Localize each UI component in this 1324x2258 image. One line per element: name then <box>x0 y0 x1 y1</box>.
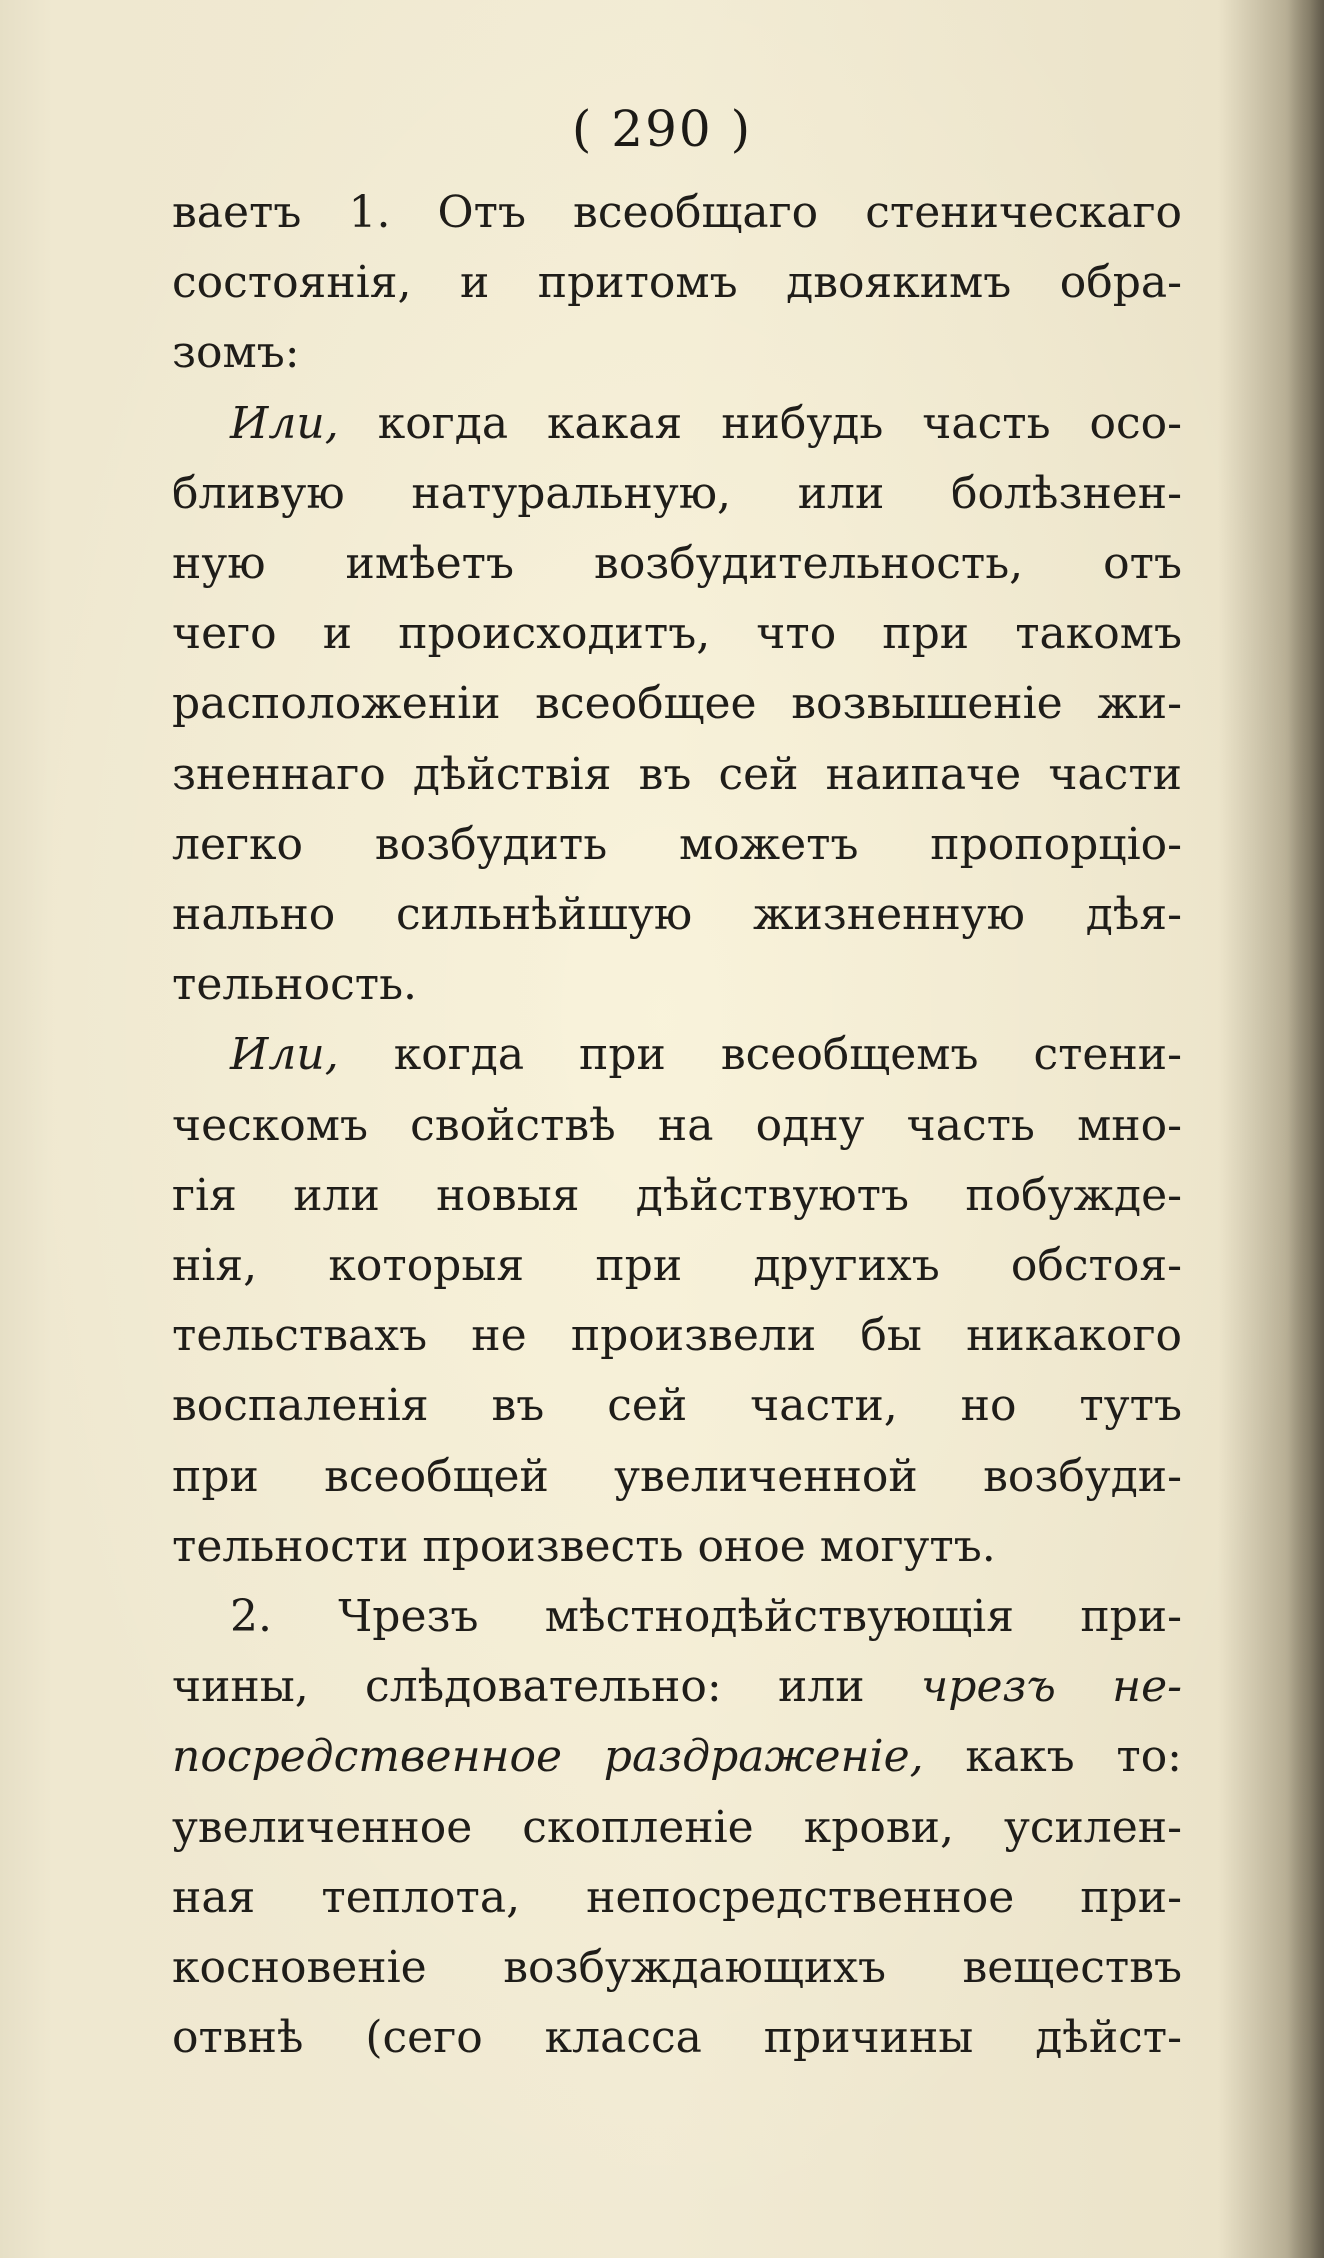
text-line <box>172 1652 1182 1722</box>
text-line <box>172 669 1182 739</box>
text-line <box>172 1442 1182 1512</box>
line-text: легко возбудить можетъ пропорціо- <box>172 818 1182 870</box>
line-text: ная теплота, непосредственное при- <box>172 1871 1182 1923</box>
line-text: гія или новыя дѣйствуютъ побужде- <box>172 1169 1182 1221</box>
text-line <box>172 459 1182 529</box>
line-text: ную имѣетъ возбудительность, отъ <box>172 538 1182 590</box>
text-line <box>172 318 1182 388</box>
text-line <box>172 740 1182 810</box>
page-edge-shadow <box>1288 0 1324 2258</box>
line-text: тельности произвесть оное могутъ. <box>172 1520 996 1572</box>
text-line <box>172 529 1182 599</box>
text-line <box>172 1091 1182 1161</box>
text-line <box>172 1582 1182 1652</box>
line-text: отвнѣ (сего класса причины дѣйст- <box>172 2012 1182 2064</box>
line-text: тельствахъ не произвели бы никакого <box>172 1310 1182 1362</box>
text-line <box>172 2003 1182 2073</box>
text-line <box>172 1161 1182 1231</box>
text-line <box>172 1371 1182 1441</box>
italic-text: посредственное раздраженіе, <box>172 1731 924 1783</box>
text-line <box>172 178 1182 248</box>
text-line <box>172 1231 1182 1301</box>
line-text: косновеніе возбуждающихъ веществъ <box>172 1942 1182 1994</box>
text-line <box>172 1933 1182 2003</box>
line-text: нально сильнѣйшую жизненную дѣя- <box>172 889 1182 941</box>
text-line <box>172 950 1182 1020</box>
italic-text: Или, <box>230 397 339 449</box>
page-body-text <box>172 178 1182 2073</box>
italic-text: Или, <box>230 1029 339 1081</box>
line-text: воспаленія въ сей части, но тутъ <box>172 1380 1182 1432</box>
line-text: ческомъ свойствѣ на одну часть мно- <box>172 1099 1182 1151</box>
text-line <box>172 1301 1182 1371</box>
page-number: ( 290 ) <box>571 100 753 158</box>
text-line <box>172 880 1182 950</box>
line-text: нія, которыя при другихъ обстоя- <box>172 1240 1182 1292</box>
line-text: тельность. <box>172 959 418 1011</box>
text-line <box>172 1863 1182 1933</box>
line-text: ваетъ 1. Отъ всеобщаго стеническаго <box>172 187 1182 238</box>
text-line <box>172 1020 1182 1090</box>
line-text: чего и происходитъ, что при такомъ <box>172 608 1182 660</box>
line-text: расположеніи всеобщее возвышеніе жи- <box>172 678 1182 730</box>
text-line <box>172 389 1182 459</box>
text-line <box>172 810 1182 880</box>
line-text: какъ то: <box>923 1731 1182 1783</box>
text-line <box>172 1722 1182 1792</box>
line-text: при всеобщей увеличенной возбуди- <box>172 1450 1182 1502</box>
text-line <box>172 248 1182 318</box>
text-line <box>172 1793 1182 1863</box>
line-text: увеличенное скопленіе крови, усилен- <box>172 1801 1182 1853</box>
italic-text: чрезъ не- <box>920 1661 1182 1713</box>
line-text: бливую натуральную, или болѣзнен- <box>172 467 1182 519</box>
line-text: состоянія, и притомъ двоякимъ обра- <box>172 257 1182 309</box>
text-line <box>172 1512 1182 1582</box>
line-text: зомъ: <box>172 327 300 379</box>
line-text: когда при всеобщемъ стени- <box>338 1029 1182 1081</box>
line-text: чины, слѣдовательно: или <box>172 1661 921 1713</box>
line-text: когда какая нибудь часть осо- <box>338 397 1182 449</box>
text-line <box>172 599 1182 669</box>
line-text: 2. Чрезъ мѣстнодѣйствующія при- <box>230 1591 1182 1643</box>
line-text: зненнаго дѣйствія въ сей наипаче части <box>172 748 1182 800</box>
